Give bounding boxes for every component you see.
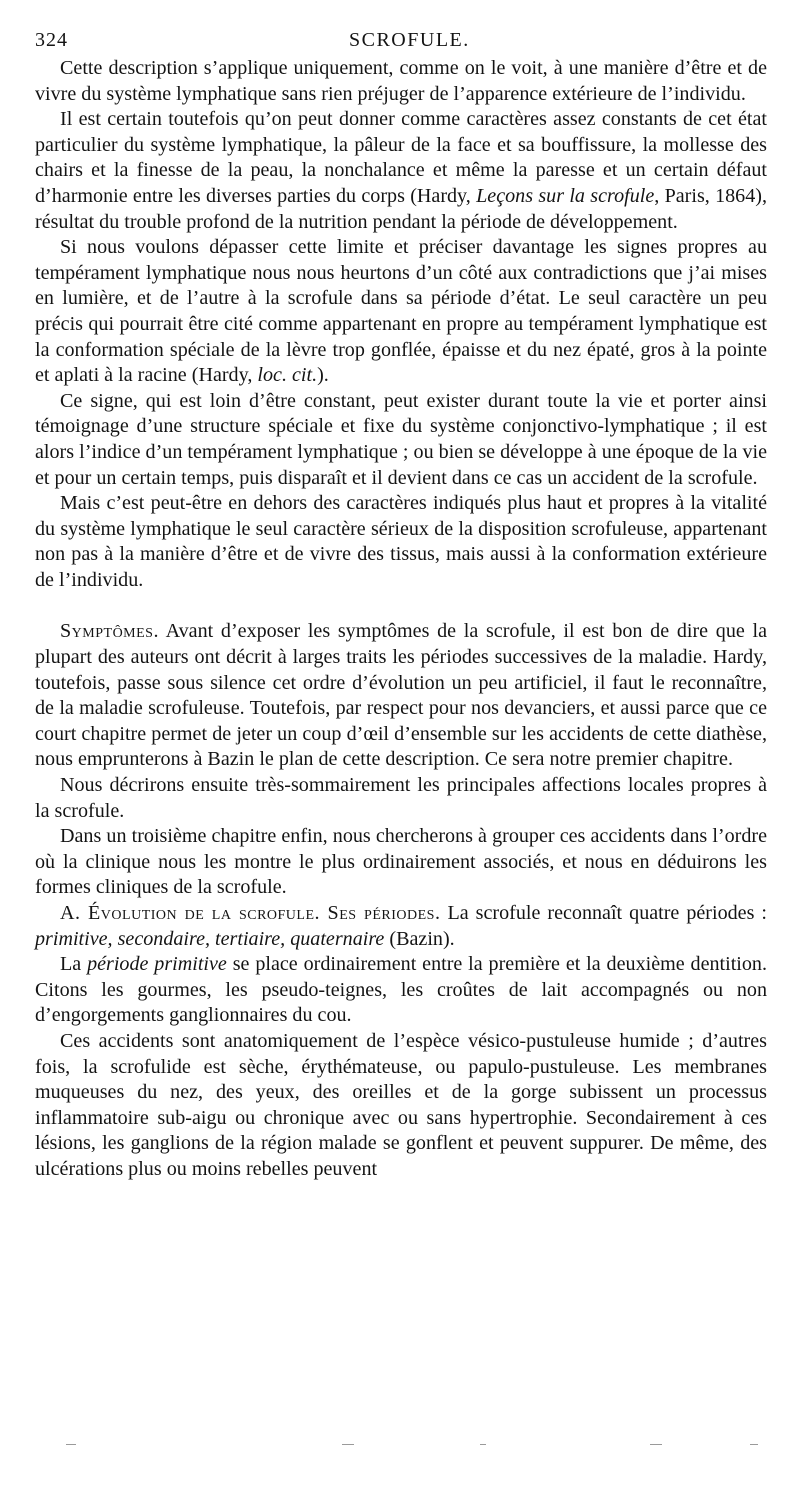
page-number: 324 xyxy=(35,29,68,51)
scan-mark xyxy=(342,1444,354,1445)
paragraph-2-text-c: , Paris, 1864), résultat du trouble profond de la nutrition pendant la période de développement. xyxy=(35,184,767,233)
scan-mark xyxy=(650,1444,662,1445)
paragraph-3-citation: loc. cit. xyxy=(257,364,318,387)
paragraph-2-text-a: Il est certain toutefois qu’on peut donner comme caractères assez constants de cet état particulier du système lymphatique, la pâleur de la face et sa bouffissure, la mollesse des chairs et la finesse de la peau, la nonchalance et même la paresse et un certain défaut d’harmonie entre les diverses parties du corps (Hardy, xyxy=(35,108,767,207)
paragraph-10 xyxy=(35,952,767,1029)
paragraph-10-text-c: se place ordinairement entre la première et la deuxième dentition. Citons les gourmes, les pseudo-teignes, les croûtes de lait accompagnés ou non d’engorgements ganglionnaires du cou. xyxy=(35,953,767,1027)
section-heading-evolution: A. Évolution de la scrofule. Ses périodes. xyxy=(60,902,441,924)
paragraph-8: Dans un troisième chapitre enfin, nous chercherons à grouper ces accidents dans l’ordre où la clinique nous les montre le plus ordinairement associés, et nous en déduirons les formes cliniques de la scrofule. xyxy=(35,825,767,899)
paragraph-3 xyxy=(35,235,767,389)
footer-scan-marks xyxy=(60,1444,760,1448)
section-heading-symptomes: Symptômes. xyxy=(60,620,159,643)
paragraph-1: Cette description s’applique uniquement, comme on le voit, à une manière d’être et de vivre du système lymphatique sans rien préjuger de l’apparence extérieure de l’individu. xyxy=(35,57,767,105)
paragraph-4: Ce signe, qui est loin d’être constant, peut exister durant toute la vie et porter ainsi témoignage d’une structure spéciale et fixe du système conjonctivo-lymphatique ; il est alors l’indice d’un tempérament lymphatique ; ou bien se développe à une époque de la vie et pour un certain temps, puis disparaît et il devient dans ce cas un accident de la scrofule. xyxy=(35,389,767,489)
paragraph-10-text-a: La xyxy=(60,953,88,976)
paragraph-10-term: période primitive xyxy=(87,953,227,976)
paragraph-symptomes xyxy=(35,619,767,773)
paragraph-evolution xyxy=(35,901,767,952)
paragraph-11: Ces accidents sont anatomiquement de l’espèce vésico-pustuleuse humide ; d’autres fois, la scrofulide est sèche, érythémateuse, ou papulo-pustuleuse. Les membranes muqueuses du nez, des yeux, des oreilles et de la gorge subissent un processus inflammatoire sub-aigu ou chronique avec ou sans hypertrophie. Secondairement à ces lésions, les ganglions de la région malade se gonflent et peuvent suppurer. De même, des ulcérations plus ou moins rebelles peuvent xyxy=(35,1029,767,1180)
paragraph-evolution-periods: primitive, secondaire, tertiaire, quaternaire xyxy=(35,927,385,950)
paragraph-7: Nous décrirons ensuite très-sommairement les principales affections locales propres à la scrofule. xyxy=(35,774,767,822)
page xyxy=(35,28,767,1183)
paragraph-symptomes-text: Avant d’exposer les symptômes de la scrofule, il est bon de dire que la plupart des auteurs ont décrit à larges traits les périodes successives de la maladie. Hardy, toutefois, passe sous silence cet ordre d’évolution un peu artificiel, il faut le reconnaître, de la maladie scrofuleuse. Toutefois, par respect pour nos devanciers, et aussi parce que ce court chapitre permet de jeter un coup d’œil d’ensemble sur les accidents de cette diathèse, nous emprunterons à Bazin le plan de cette description. Ce sera notre premier chapitre. xyxy=(35,620,767,771)
paragraph-2-citation: Leçons sur la scrofule xyxy=(476,184,655,207)
paragraph-2 xyxy=(35,107,767,235)
paragraph-evolution-text-c: (Bazin). xyxy=(384,927,455,950)
scan-mark xyxy=(750,1444,758,1445)
paragraph-5: Mais c’est peut-être en dehors des caractères indiqués plus haut et propres à la vitalité du système lymphatique le seul caractère sérieux de la disposition scrofuleuse, appartenant non pas à la manière d’être et de vivre des tissus, mais aussi à la conformation extérieure de l’individu. xyxy=(35,492,767,591)
section-gap xyxy=(35,593,767,619)
paragraph-3-text-a: Si nous voulons dépasser cette limite et préciser davantage les signes propres au tempérament lymphatique nous nous heurtons d’un côté aux contradictions que j’ai mises en lumière, et de l’autre à la scrofule dans sa période d’état. Le seul caractère un peu précis qui pourrait être cité comme appartenant en propre au tempérament lymphatique est la conformation spéciale de la lèvre trop gonflée, épaisse et du nez épaté, gros à la pointe et aplati à la racine (Hardy, xyxy=(35,236,767,387)
paragraph-3-text-c: ). xyxy=(317,364,329,387)
paragraph-evolution-text-a: La scrofule reconnaît quatre périodes : xyxy=(440,902,767,924)
running-title: SCROFULE. xyxy=(349,29,470,51)
scan-mark xyxy=(66,1444,76,1445)
running-head xyxy=(35,28,767,56)
scan-mark xyxy=(480,1444,486,1445)
